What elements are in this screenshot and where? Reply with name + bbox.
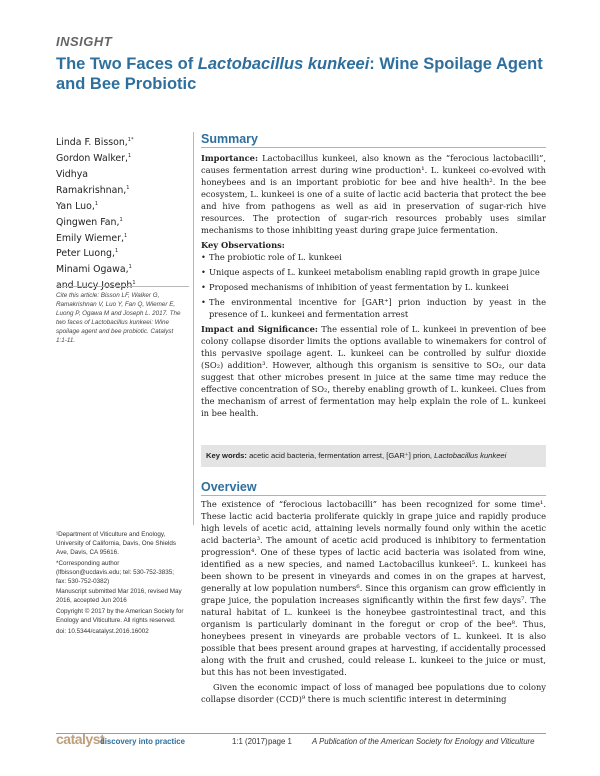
importance-paragraph: Importance: Lactobacillus kunkeei, also known as the “ferocious lactobacilli”, causes fermentation arrest during wine production¹. L. kunkeei co-evolved with honeybees and is an important probiotic for bee and hive health². In the bee ecosystem, L. kunkeei is one of a suite of lactic acid bacteria that protect the bee and hive from pathogens as well as aid in preservation of sugar-rich hive resources. The protection of sugar-rich resources probably uses similar mechanisms to those inhibiting yeast during grape juice fermentation. xyxy=(201,153,546,235)
divider xyxy=(201,495,546,496)
overview-paragraph: The existence of “ferocious lactobacilli” has been recognized for some time¹. These lactic acid bacteria proliferate quickly in grape juice and rapidly produce high levels of acetic acid, attaining levels normally found only within the acetic acid bacteria³. The amount of acetic acid produced is inhibitory to fermentation progression⁴. One of these types of lactic acid bacteria was isolated from wine, identified as a new species, and named Lactobacillus kunkeei⁵. L. kunkeei has been shown to be present in vineyards and comes in on the grapes at harvest, generally at low population numbers⁶. Since this organism can grow efficiently in grape juice, the population increases significantly within the first few days⁷. The natural habitat of L. kunkeei is the honeybee gastrointestinal tract, and this organism is particularly dominant in the foregut or crop of the bee⁸. Thus, honeybees present in vineyards are probable vectors of L. kunkeei. It is also possible that bees present around grapes at harvesting, if accidentally processed along with the fruit and crushed, could release L. kunkeei to the juice or must, but this has not been investigated. xyxy=(201,499,546,677)
doi[interactable]: doi: 10.5344/catalyst.2016.16002 xyxy=(56,628,149,636)
divider xyxy=(201,147,546,148)
significance-paragraph: Impact and Significance: The essential role of L. kunkeei in prevention of bee colony collapse disorder limits the options available to winemakers for control of this pervasive spoilage agent. L. kunkeei can be controlled by sulfur dioxide (SO₂) addition³. However, although this organism is sensitive to SO₂, our data suggest that other microbes present in juice at the same time may reduce the effective concentration of SO₂, thereby enabling growth of L. kunkeei. Clues from the mechanism of arrest of fermentation may help explain the role of L. kunkeei in bee health. xyxy=(201,324,546,418)
overview-heading: Overview xyxy=(201,480,257,494)
corresponding-author[interactable]: *Corresponding author (lfbisson@ucdavis.edu; tel: 530-752-3835; fax: 530-752-0382) xyxy=(56,559,175,585)
divider xyxy=(56,286,189,287)
section-label: INSIGHT xyxy=(56,34,113,49)
title-italic: Lactobacillus kunkeei xyxy=(197,55,370,73)
title-part1: The Two Faces of xyxy=(56,55,198,73)
footer-volume: 1:1 (2017) xyxy=(232,737,268,746)
affiliation-block xyxy=(56,531,184,639)
author: Peter Luong,$^1$ xyxy=(56,248,119,260)
citation-note: Cite this article: Bisson LF, Walker G, Ramakrishnan V, Luo Y, Fan Q, Wiemer E, Luong P, Ogawa M and Joseph L. 2017. The two faces of Lactobacillus kunkeei: Wine spoilage agent and bee probiotic. Catalyst 1:1-11. xyxy=(56,292,181,344)
keywords-box xyxy=(201,445,546,467)
author: Vidhya xyxy=(56,168,88,180)
footer-publisher: A Publication of the American Society for Enology and Viticulture xyxy=(312,737,535,746)
copyright: Copyright © 2017 by the American Society for Enology and Viticulture. All rights reserved. xyxy=(56,608,184,625)
overview-body xyxy=(201,498,546,705)
title-part2: : Wine Spoilage Agent and Bee Probiotic xyxy=(56,55,543,93)
author: Linda F. Bisson,$^{1*}$ xyxy=(56,137,134,149)
author-list xyxy=(56,134,186,293)
list-item: • The environmental incentive for [GAR⁺] prion induction by yeast in the presence of L. kunkeei and fermentation arrest xyxy=(201,296,546,320)
manuscript-dates: Manuscript submitted Mar 2016, revised May 2016, accepted Jun 2016 xyxy=(56,588,182,605)
overview-paragraph: Given the economic impact of loss of managed bee populations due to colony collapse disorder (CCD)⁹ there is much scientific interest in determining xyxy=(201,682,546,704)
author: Gordon Walker,$^1$ xyxy=(56,152,132,165)
keywords-text: acetic acid bacteria, fermentation arrest, [GAR⁺] prion, xyxy=(249,451,435,460)
author: Minami Ogawa,$^1$ xyxy=(56,264,132,276)
observations-list xyxy=(201,251,546,320)
author: Ramakrishnan,$^1$ xyxy=(56,184,130,196)
list-item: • Proposed mechanisms of inhibition of yeast fermentation by L. kunkeei xyxy=(201,281,546,293)
summary-body xyxy=(201,152,546,419)
keywords-label: Key words: xyxy=(206,451,247,460)
observations-heading: Key Observations: xyxy=(201,240,285,250)
footer-tagline: discovery into practice xyxy=(100,737,185,746)
list-item: • The probiotic role of L. kunkeei xyxy=(201,251,546,263)
author: and Lucy Joseph$^1$ xyxy=(56,280,136,292)
column-divider xyxy=(193,132,194,525)
author: Yan Luo,$^1$ xyxy=(56,200,99,212)
list-item: • Unique aspects of L. kunkeei metabolism enabling rapid growth in grape juice xyxy=(201,266,546,278)
footer-page: page 1 xyxy=(268,737,292,746)
summary-heading: Summary xyxy=(201,132,258,146)
catalyst-logo: catalyst xyxy=(56,731,105,747)
keywords-italic: Lactobacillus kunkeei xyxy=(434,451,507,460)
article-title xyxy=(56,54,556,94)
author: Qingwen Fan,$^1$ xyxy=(56,216,123,228)
author: Emily Wiemer,$^1$ xyxy=(56,232,128,244)
affiliation-dept: ¹Department of Viticulture and Enology, University of California, Davis, One Shields Ave, Davis, CA 95616. xyxy=(56,531,177,556)
footer-divider xyxy=(56,733,546,734)
